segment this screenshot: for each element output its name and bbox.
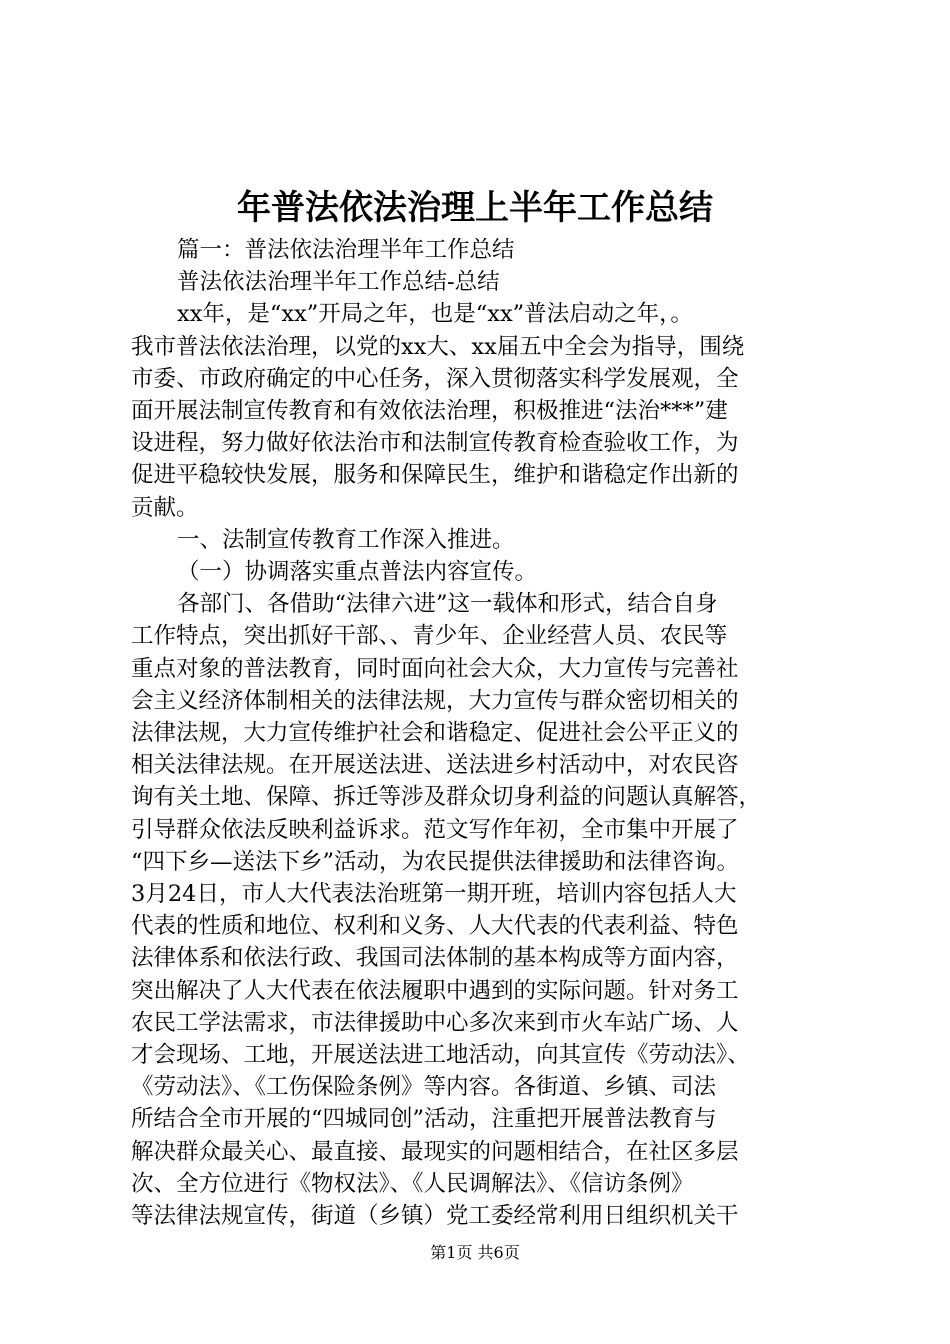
text-line: 设进程，努力做好依法治市和法制宣传教育检查验收工作，为 — [131, 430, 739, 457]
text-line: 会主义经济体制相关的法律法规，大力宣传与群众密切相关的 — [131, 687, 739, 714]
paragraph-main — [131, 588, 821, 1232]
text-line: 法律体系和依法行政、我国司法体制的基本构成等方面内容， — [131, 945, 739, 972]
text-line: 篇一：普法依法治理半年工作总结 — [177, 237, 515, 263]
text-line: 次、全方位进行《物权法》、《人民调解法》、《信访条例》 — [131, 1170, 694, 1197]
text-line: 相关法律法规。在开展送法进、送法进乡村活动中，对农民咨 — [131, 752, 739, 779]
text-line: 突出解决了人大代表在依法履职中遇到的实际问题。针对务工 — [131, 977, 739, 1004]
text-line: 促进平稳较快发展，服务和保障民生，维护和谐稳定作出新的 — [131, 462, 739, 489]
text-line: 各部门、各借助“法律六进”这一载体和形式，结合自身 — [177, 591, 718, 618]
paragraph-intro — [131, 298, 821, 523]
text-line: 引导群众依法反映利益诉求。范文写作年初，全市集中开展了 — [131, 816, 739, 843]
subsection-heading — [131, 556, 821, 588]
section-heading — [131, 524, 821, 556]
text-line: 代表的性质和地位、权利和义务、人大代表的代表利益、特色 — [131, 913, 739, 940]
text-line: 贡献。 — [131, 494, 199, 521]
text-line: 普法依法治理半年工作总结-总结 — [177, 269, 500, 296]
text-line: 工作特点，突出抓好干部、、青少年、企业经营人员、农民等 — [131, 623, 728, 650]
page-number-footer: 第1页 共6页 — [430, 1243, 520, 1262]
text-line: 重点对象的普法教育，同时面向社会大众，大力宣传与完善社 — [131, 655, 739, 682]
text-line: xx年，是“xx”开局之年，也是“xx”普法启动之年，。 — [177, 301, 693, 328]
document-title: 年普法依法治理上半年工作总结 — [237, 188, 713, 228]
document-body — [131, 234, 821, 1232]
text-line: 农民工学法需求，市法律援助中心多次来到市火车站广场、人 — [131, 1009, 739, 1036]
text-line: “四下乡—送法下乡”活动，为农民提供法律援助和法律咨询。 — [131, 848, 740, 875]
text-line: 《劳动法》、《工伤保险条例》等内容。各街道、乡镇、司法 — [131, 1074, 717, 1101]
text-line: 法律法规，大力宣传维护社会和谐稳定、促进社会公平正义的 — [131, 720, 739, 747]
text-line: 询有关土地、保障、拆迁等涉及群众切身利益的问题认真解答， — [131, 784, 762, 811]
text-line: 一、法制宣传教育工作深入推进。 — [177, 526, 515, 553]
text-line: 等法律法规宣传，街道（乡镇）党工委经常利用日组织机关干 — [131, 1203, 739, 1230]
text-line: 所结合全市开展的“四城同创”活动，注重把开展普法教育与 — [131, 1106, 717, 1133]
text-line: 解决群众最关心、最直接、最现实的问题相结合，在社区多层 — [131, 1138, 739, 1165]
text-line: 面开展法制宣传教育和有效依法治理，积极推进“法治***”建 — [131, 398, 728, 425]
text-line: 才会现场、工地，开展送法进工地活动，向其宣传《劳动法》、 — [131, 1042, 750, 1069]
paragraph-heading-1 — [131, 234, 821, 266]
text-line: （一）协调落实重点普法内容宣传。 — [177, 559, 538, 586]
text-line: 3月24日，市人大代表法治班第一期开班，培训内容包括人大 — [131, 881, 737, 908]
text-line: 我市普法依法治理，以党的xx大、xx届五中全会为指导，围绕 — [131, 333, 745, 360]
text-line: 市委、市政府确定的中心任务，深入贯彻落实科学发展观，全 — [131, 365, 739, 392]
paragraph-subtitle — [131, 266, 821, 298]
